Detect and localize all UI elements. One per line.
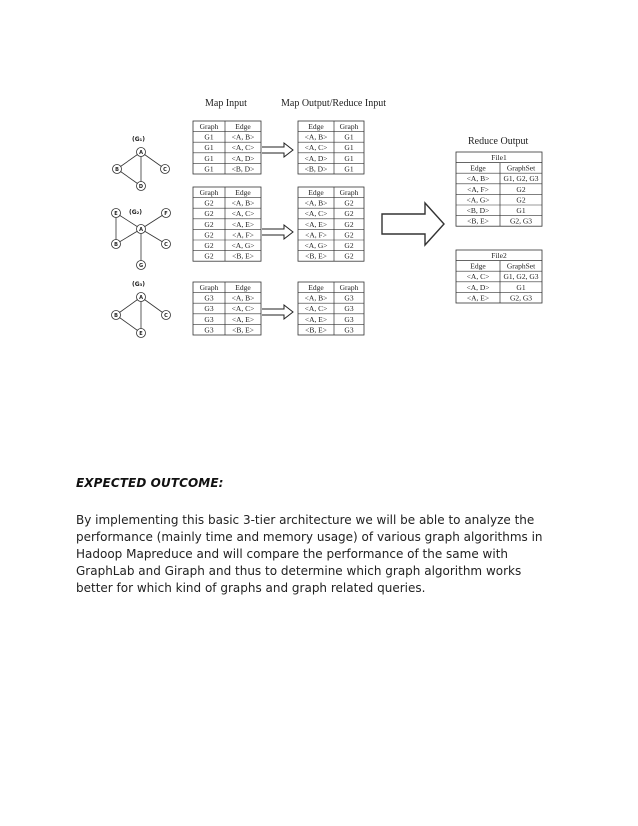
map-output-table-cell: G3: [344, 314, 354, 324]
map-output-table-cell: G2: [344, 251, 354, 261]
map-input-table-cell: G2: [204, 209, 214, 219]
map-output-table-cell: G2: [344, 209, 354, 219]
map-output-table-column-header: Edge: [308, 283, 324, 292]
mapreduce-figure: [0, 0, 638, 360]
reduce-table-cell: <A, D>: [466, 282, 490, 292]
map-input-table-cell: G3: [204, 304, 214, 314]
paragraph-line: better for which kind of graphs and graph related queries.: [76, 581, 426, 595]
graph-g2: [116, 213, 166, 265]
reduce-table-cell: <A, C>: [466, 272, 490, 282]
map-output-table-cell: G2: [344, 241, 354, 250]
map-input-table-cell: G3: [204, 293, 214, 303]
map-output-table-column-header: Graph: [339, 122, 359, 131]
map-input-table-cell: <A, B>: [231, 293, 255, 303]
map-input-table-cell: <A, G>: [231, 241, 255, 250]
map-output-table-cell: <A, E>: [304, 219, 328, 229]
reduce-table-cell: <B, D>: [466, 206, 490, 215]
reduce-table-cell: G1, G2, G3: [503, 272, 539, 282]
node-label: B: [114, 242, 118, 248]
map-output-table-cell: <A, C>: [304, 209, 328, 219]
map-input-table-column-header: Graph: [199, 188, 219, 197]
reduce-table-column-header: GraphSet: [506, 261, 536, 271]
outcome-paragraph: [76, 512, 562, 597]
map-input-table-cell: <B, E>: [232, 251, 254, 261]
node-label: F: [164, 211, 168, 217]
map-output-table-cell: G2: [344, 230, 354, 240]
reduce-table-cell: G2: [516, 184, 526, 194]
map-input-table-cell: G1: [204, 132, 214, 142]
node-label: A: [139, 227, 143, 233]
map-input-table-cell: <A, B>: [231, 132, 255, 142]
reduce-table-cell: <B, E>: [467, 216, 489, 226]
map-output-table-cell: <B, E>: [305, 251, 327, 261]
map-output-table-cell: <A, B>: [304, 132, 328, 142]
paragraph-line: Hadoop Mapreduce and will compare the performance of the same with: [76, 547, 509, 561]
outcome-heading: EXPECTED OUTCOME:: [76, 476, 224, 490]
map-input-table-cell: G2: [204, 241, 214, 250]
map-output-table-cell: <A, G>: [304, 241, 328, 250]
map-input-table-cell: G3: [204, 325, 214, 335]
map-output-table-cell: G1: [344, 132, 354, 142]
map-output-table-cell: G3: [344, 325, 354, 335]
map-input-table-cell: G2: [204, 251, 214, 261]
map-output-table-cell: G1: [344, 143, 354, 153]
map-input-table-cell: G3: [204, 314, 214, 324]
map-output-header: Map Output/Reduce Input: [281, 98, 386, 109]
map-input-table-cell: <B, E>: [232, 325, 254, 335]
paragraph-line: GraphLab and Giraph and thus to determine which graph algorithm works: [76, 564, 522, 578]
node-label: E: [139, 331, 143, 337]
map-output-table-cell: <A, C>: [304, 143, 328, 153]
graph-g3: [116, 297, 166, 333]
map-input-header: Map Input: [205, 98, 247, 109]
reduce-table-cell: <A, E>: [466, 293, 490, 303]
reduce-table-column-header: Edge: [470, 163, 486, 173]
map-input-table-cell: G2: [204, 219, 214, 229]
map-input-table-cell: G2: [204, 198, 214, 208]
reduce-table-cell: G1: [516, 206, 526, 215]
map-output-table-cell: G3: [344, 293, 354, 303]
map-input-table-column-header: Edge: [235, 283, 251, 292]
map-input-table-cell: G1: [204, 153, 214, 163]
node-label: B: [115, 167, 119, 173]
reduce-arrow: [382, 203, 444, 245]
node-label: C: [164, 313, 168, 319]
reduce-table-title: File2: [491, 251, 507, 260]
map-input-table-column-header: Edge: [235, 188, 251, 197]
map-input-table-cell: G2: [204, 230, 214, 240]
map-output-table-cell: G2: [344, 219, 354, 229]
map-input-table-cell: <A, E>: [231, 314, 255, 324]
tables-layer: [193, 121, 542, 335]
map-output-table-cell: G3: [344, 304, 354, 314]
map-output-table-cell: G2: [344, 198, 354, 208]
reduce-table-column-header: GraphSet: [506, 163, 536, 173]
map-input-table-cell: <A, D>: [231, 153, 255, 163]
node-label: E: [114, 211, 118, 217]
graph-g1: [117, 152, 165, 186]
map-input-table-column-header: Graph: [199, 283, 219, 292]
reduce-table-cell: G2, G3: [509, 293, 533, 303]
node-label: D: [138, 184, 144, 190]
map-output-table-column-header: Edge: [308, 122, 324, 131]
map-output-table-cell: <A, F>: [305, 230, 327, 240]
map-input-table-cell: <A, F>: [232, 230, 254, 240]
reduce-table-cell: <A, G>: [466, 195, 490, 205]
map-input-table-cell: <A, B>: [231, 198, 255, 208]
graph-label: (G₂): [129, 209, 143, 216]
map-input-table-column-header: Edge: [235, 122, 251, 131]
map-output-table-cell: <A, E>: [304, 314, 328, 324]
paragraph-line: performance (mainly time and memory usage) of various graph algorithms in: [76, 530, 543, 544]
node-label: C: [163, 167, 167, 173]
reduce-table-cell: G2, G3: [509, 216, 533, 226]
reduce-table-cell: G1, G2, G3: [503, 174, 539, 184]
map-output-table-cell: <A, B>: [304, 198, 328, 208]
node-label: A: [139, 150, 143, 156]
graph-label: (G₃): [132, 281, 146, 288]
reduce-table-cell: <A, B>: [466, 174, 490, 184]
reduce-output-header: Reduce Output: [468, 136, 529, 147]
reduce-table-cell: G2: [516, 195, 526, 205]
map-input-table-cell: <A, C>: [231, 209, 255, 219]
map-output-table-cell: <B, E>: [305, 325, 327, 335]
map-output-table-cell: <A, B>: [304, 293, 328, 303]
reduce-table-cell: <A, F>: [467, 184, 489, 194]
map-input-table-cell: <A, C>: [231, 143, 255, 153]
node-label: B: [114, 313, 118, 319]
map-output-table-column-header: Graph: [339, 188, 359, 197]
map-output-table-cell: <A, C>: [304, 304, 328, 314]
map-input-table-cell: <A, C>: [231, 304, 255, 314]
map-input-table-cell: <B, D>: [231, 164, 255, 174]
map-arrow: [262, 143, 293, 319]
map-output-table-column-header: Edge: [308, 188, 324, 197]
node-label: A: [139, 295, 143, 301]
map-output-table-cell: <B, D>: [304, 164, 328, 174]
map-output-table-cell: G1: [344, 164, 354, 174]
node-label: G: [138, 263, 144, 269]
map-input-table-cell: <A, E>: [231, 219, 255, 229]
map-input-table-column-header: Graph: [199, 122, 219, 131]
map-output-table-column-header: Graph: [339, 283, 359, 292]
map-output-table-cell: <A, D>: [304, 153, 328, 163]
reduce-table-column-header: Edge: [470, 261, 486, 271]
graph-label: (G₁): [132, 136, 146, 143]
reduce-table-title: File1: [491, 153, 507, 162]
map-input-table-cell: G1: [204, 143, 214, 153]
map-input-table-cell: G1: [204, 164, 214, 174]
map-output-table-cell: G1: [344, 153, 354, 163]
paragraph-line: By implementing this basic 3-tier architecture we will be able to analyze the: [76, 513, 535, 527]
node-label: C: [164, 242, 168, 248]
reduce-table-cell: G1: [516, 282, 526, 292]
